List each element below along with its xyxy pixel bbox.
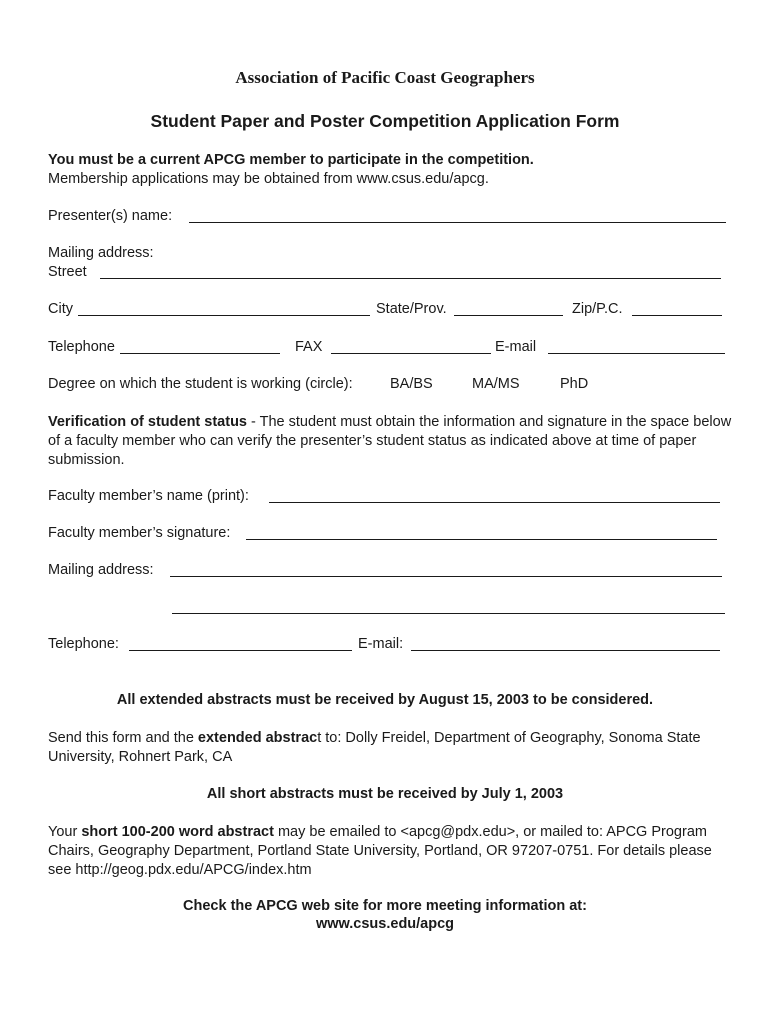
email-field[interactable] [548,353,725,354]
website-notice: Check the APCG web site for more meeting information at: [183,898,587,914]
membership-requirement: You must be a current APCG member to participate in the competition. [48,152,534,168]
faculty-telephone-label: Telephone: [48,636,119,652]
telephone-label: Telephone [48,339,115,355]
presenter-name-field[interactable] [189,222,726,223]
street-field[interactable] [100,278,721,279]
degree-option-ma[interactable]: MA/MS [472,376,520,392]
membership-info: Membership applications may be obtained from www.csus.edu/apcg. [48,171,489,187]
state-label: State/Prov. [376,301,447,317]
faculty-telephone-field[interactable] [129,650,352,651]
short-prefix: Your [48,824,82,840]
extended-deadline-notice: All extended abstracts must be received by August 15, 2003 to be considered. [116,692,654,708]
send-suffix: t to: Dolly Freidel, Department of Geography, Sonoma State University, Rohnert Park, CA [48,730,701,765]
faculty-mailing-label: Mailing address: [48,562,154,578]
email-label: E-mail [495,339,537,355]
verification-paragraph [48,413,738,470]
mailing-address-label: Mailing address: [48,245,154,261]
short-bold: short 100-200 word abstract [81,824,274,840]
zip-field[interactable] [632,315,722,316]
faculty-name-field[interactable] [269,502,720,503]
faculty-mailing-field-1[interactable] [170,576,722,577]
street-label: Street [48,264,87,280]
city-label: City [48,301,73,317]
organization-name: Association of Pacific Coast Geographers [235,68,535,87]
verification-text: - The student must obtain the information and signature in the space below of a faculty member who can verify the presenter’s student status as indicated above at time of paper submission. [48,414,732,468]
faculty-email-field[interactable] [411,650,720,651]
send-instructions [48,729,738,767]
telephone-field[interactable] [120,353,280,354]
faculty-email-label: E-mail: [358,636,404,652]
faculty-mailing-field-2[interactable] [172,613,725,614]
city-field[interactable] [78,315,370,316]
faculty-signature-field[interactable] [246,539,717,540]
verification-heading: Verification of student status [48,414,247,430]
short-deadline-notice: All short abstracts must be received by July 1, 2003 [206,786,564,802]
faculty-signature-label: Faculty member’s signature: [48,525,231,541]
page-title: Student Paper and Poster Competition Application Form [150,111,620,131]
fax-field[interactable] [331,353,491,354]
presenter-name-label: Presenter(s) name: [48,208,173,224]
faculty-name-label: Faculty member’s name (print): [48,488,249,504]
fax-label: FAX [295,339,323,355]
send-bold: extended abstrac [197,730,318,746]
website-url[interactable]: www.csus.edu/apcg [315,916,455,932]
degree-option-phd[interactable]: PhD [560,376,589,392]
state-field[interactable] [454,315,563,316]
degree-option-ba[interactable]: BA/BS [390,376,433,392]
zip-label: Zip/P.C. [572,301,623,317]
short-abstract-instructions [48,823,738,880]
send-prefix: Send this form and the [48,730,198,746]
degree-label: Degree on which the student is working (circle): [48,376,353,392]
short-suffix: may be emailed to <apcg@pdx.edu>, or mailed to: APCG Program Chairs, Geography Department, Portland State University, Portland, OR 97207-0751. For details please see http://geog.pdx.edu/APCG/index.htm [48,824,712,878]
